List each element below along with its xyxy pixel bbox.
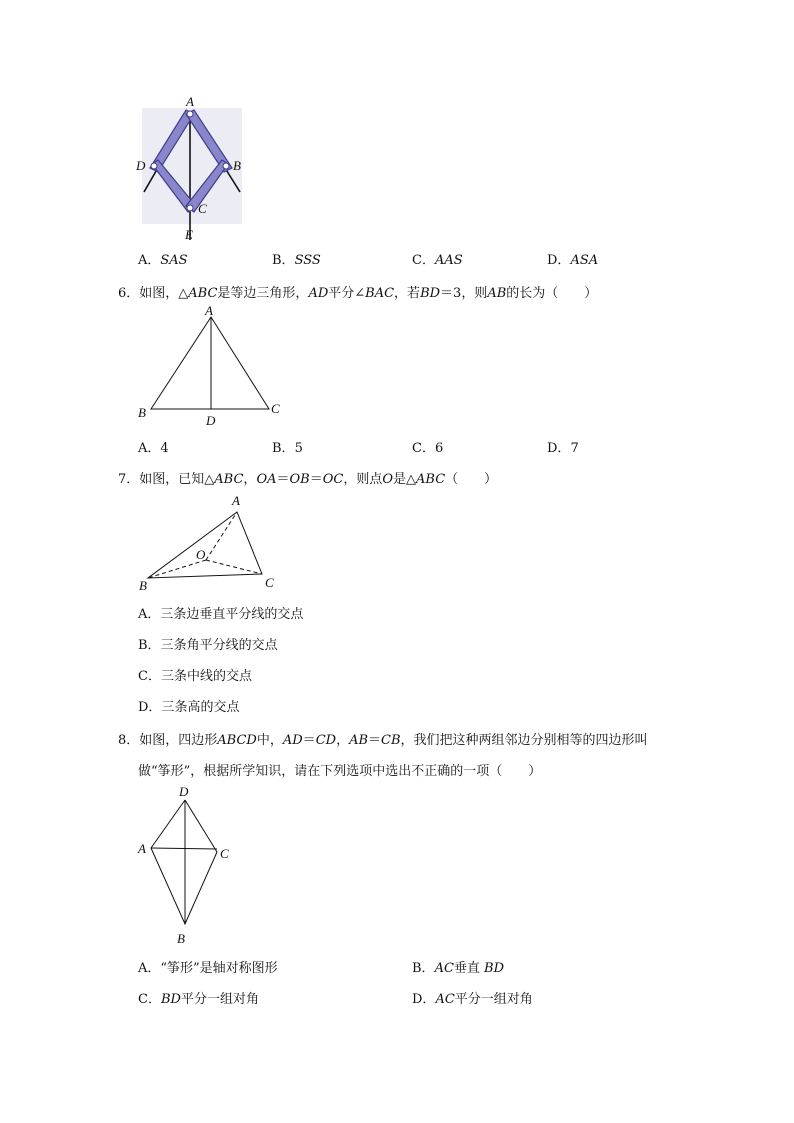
q5-option-c[interactable]: C．AAS (412, 253, 463, 268)
q7-triangle-abc (148, 512, 262, 578)
q8-option-b[interactable]: B．AC垂直 BD (412, 961, 505, 976)
q8-option-a[interactable]: A．“筝形”是轴对称图形 (138, 961, 278, 976)
q6-triangle-abc (151, 317, 269, 409)
q5-joint-b (223, 163, 229, 169)
q8-kite-abcd (151, 800, 217, 924)
q5-label-a: A (186, 94, 194, 109)
q7-option-a[interactable]: A．三条边垂直平分线的交点 (138, 607, 304, 622)
q7-option-c[interactable]: C．三条中线的交点 (138, 669, 252, 684)
q7-segment-oc (206, 560, 262, 574)
q7-option-b[interactable]: B．三条角平分线的交点 (138, 638, 278, 653)
q5-label-c: C (198, 201, 207, 216)
q8-diagonal-ac (151, 848, 217, 849)
q5-option-d[interactable]: D．ASA (547, 253, 599, 268)
q8-label-c: C (220, 846, 229, 861)
q6-stem: 6．如图，△ABC是等边三角形，AD平分∠BAC，若BD＝3，则AB的长为（ ） (118, 286, 598, 301)
q6-label-a: A (205, 303, 213, 318)
q6-option-b[interactable]: B．5 (272, 441, 303, 456)
q8-option-d[interactable]: D．AC平分一组对角 (412, 992, 533, 1007)
q6-label-c: C (271, 401, 280, 416)
q5-tool-diagram (130, 92, 250, 242)
q8-stem-line2: 做“筝形”，根据所学知识，请在下列选项中选出不正确的一项（ ） (138, 764, 542, 779)
q7-triangle-diagram (134, 490, 294, 595)
q6-option-d[interactable]: D．7 (547, 441, 579, 456)
q5-label-b: B (233, 158, 241, 173)
q7-label-b: B (139, 578, 147, 593)
q6-triangle-diagram (134, 303, 294, 428)
q5-joint-a (187, 111, 193, 117)
q7-segment-oa (206, 512, 237, 560)
q6-label-d: D (206, 413, 216, 428)
q8-stem-line1: 8．如图，四边形ABCD中，AD＝CD，AB＝CB，我们把这种两组邻边分别相等的四边形叫 (118, 733, 648, 748)
q5-label-e: E (185, 227, 193, 242)
q8-label-a: A (138, 841, 146, 856)
q6-label-b: B (138, 405, 146, 420)
q7-stem: 7．如图，已知△ABC，OA＝OB＝OC，则点O是△ABC（ ） (118, 472, 498, 487)
q8-kite-diagram (134, 782, 244, 947)
q8-label-d: D (179, 784, 189, 799)
q7-option-d[interactable]: D．三条高的交点 (138, 700, 240, 715)
q8-option-c[interactable]: C．BD平分一组对角 (138, 992, 259, 1007)
q6-option-a[interactable]: A．4 (138, 441, 169, 456)
q7-segment-ob (148, 560, 206, 578)
q5-option-a[interactable]: A．SAS (138, 253, 188, 268)
q5-option-b[interactable]: B．SSS (272, 253, 321, 268)
q7-label-o: O (196, 547, 206, 562)
q6-option-c[interactable]: C．6 (412, 441, 444, 456)
q7-label-a: A (232, 493, 240, 508)
q5-joint-d (151, 163, 157, 169)
q8-label-b: B (177, 931, 185, 946)
q5-label-d: D (136, 158, 146, 173)
q5-joint-c (187, 205, 193, 211)
q7-label-c: C (265, 575, 274, 590)
